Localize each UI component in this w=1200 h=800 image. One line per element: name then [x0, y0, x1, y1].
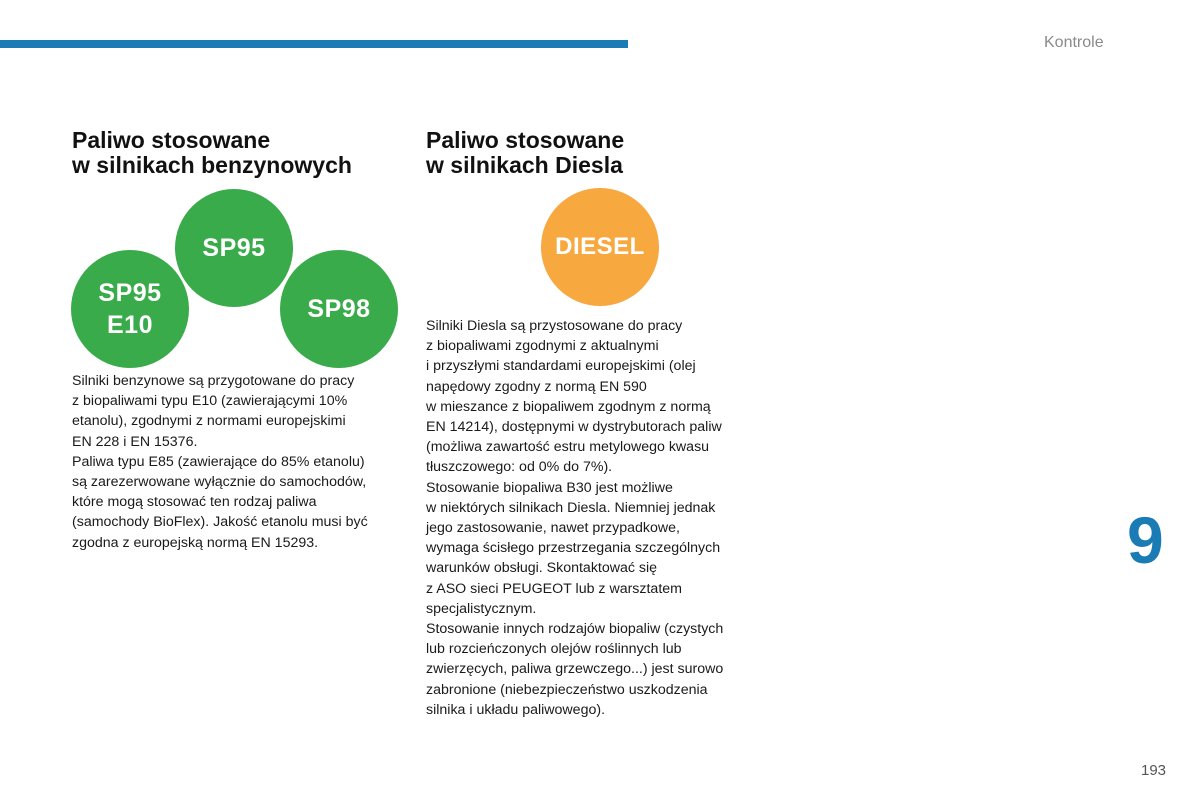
badge-label: SP95 [202, 234, 266, 262]
text-line: Paliwa typu E85 (zawierające do 85% etanolu) [72, 453, 365, 470]
diesel-fuel-badge [541, 188, 659, 306]
text-line: napędowy zgodny z normą EN 590 [426, 378, 647, 395]
badge-label: SP98 [307, 295, 371, 323]
badge-label: DIESEL [555, 233, 645, 260]
text-line: Silniki benzynowe są przygotowane do pracy [72, 373, 355, 389]
text-line: tłuszczowego: od 0% do 7%). [426, 459, 613, 476]
text-line: z biopaliwami typu E10 (zawierającymi 10% [72, 393, 348, 410]
text-line: w mieszance z biopaliwem zgodnym z normą [426, 398, 711, 415]
heading-line: Paliwo stosowane [72, 127, 271, 153]
text-line: (możliwa zawartość estru metylowego kwasu [426, 439, 710, 456]
petrol-fuel-heading [72, 128, 352, 178]
text-line: w niektórych silnikach Diesla. Niemniej jednak [426, 499, 716, 516]
text-line: są zarezerwowane wyłącznie do samochodów, [72, 474, 367, 491]
text-line: zwierzęcych, paliwa grzewczego...) jest surowo [426, 661, 724, 678]
sp95-e10-fuel-badge [71, 250, 189, 368]
text-line: EN 14214), dostępnymi w dystrybutorach paliw [426, 419, 722, 436]
text-line: jego zastosowanie, nawet przypadkowe, [426, 520, 680, 537]
diesel-fuel-description [426, 316, 723, 720]
page-number: 193 [1141, 762, 1167, 779]
diesel-fuel-heading [426, 128, 624, 178]
text-line: zabronione (niebezpieczeństwo uszkodzenia [426, 681, 708, 698]
text-line: Stosowanie innych rodzajów biopaliw (czystych [426, 621, 724, 638]
petrol-fuel-description [72, 371, 368, 553]
sp98-fuel-badge [280, 250, 398, 368]
text-line: lub rozcieńczonych olejów roślinnych lub [426, 641, 682, 658]
sp95-fuel-badge [175, 189, 293, 307]
text-line: specjalistycznym. [426, 600, 537, 617]
text-line: silnika i układu paliwowego). [426, 701, 606, 718]
text-line: (samochody BioFlex). Jakość etanolu musi być [72, 514, 368, 531]
badge-label: E10 [107, 311, 153, 339]
text-line: które mogą stosować ten rodzaj paliwa [72, 494, 317, 511]
text-line: z ASO sieci PEUGEOT lub z warsztatem [426, 580, 682, 597]
text-line: Silniki Diesla są przystosowane do pracy [426, 318, 683, 334]
header-accent-bar [0, 40, 628, 48]
text-line: EN 228 i EN 15376. [72, 433, 198, 450]
heading-line: w silnikach benzynowych [72, 152, 352, 178]
badge-label: SP95 [98, 279, 162, 307]
chapter-number: 9 [1127, 503, 1164, 577]
text-line: wymaga ścisłego przestrzegania szczególnych [426, 540, 721, 557]
text-line: z biopaliwami zgodnymi z aktualnymi [426, 338, 659, 355]
text-line: warunków obsługi. Skontaktować się [426, 560, 658, 577]
heading-line: Paliwo stosowane [426, 127, 625, 153]
section-title: Kontrole [1044, 34, 1104, 51]
text-line: zgodna z europejską normą EN 15293. [72, 534, 319, 551]
text-line: Stosowanie biopaliwa B30 jest możliwe [426, 479, 673, 496]
text-line: etanolu), zgodnymi z normami europejskimi [72, 413, 346, 430]
text-line: i przyszłymi standardami europejskimi (olej [426, 358, 696, 375]
heading-line: w silnikach Diesla [426, 152, 623, 178]
